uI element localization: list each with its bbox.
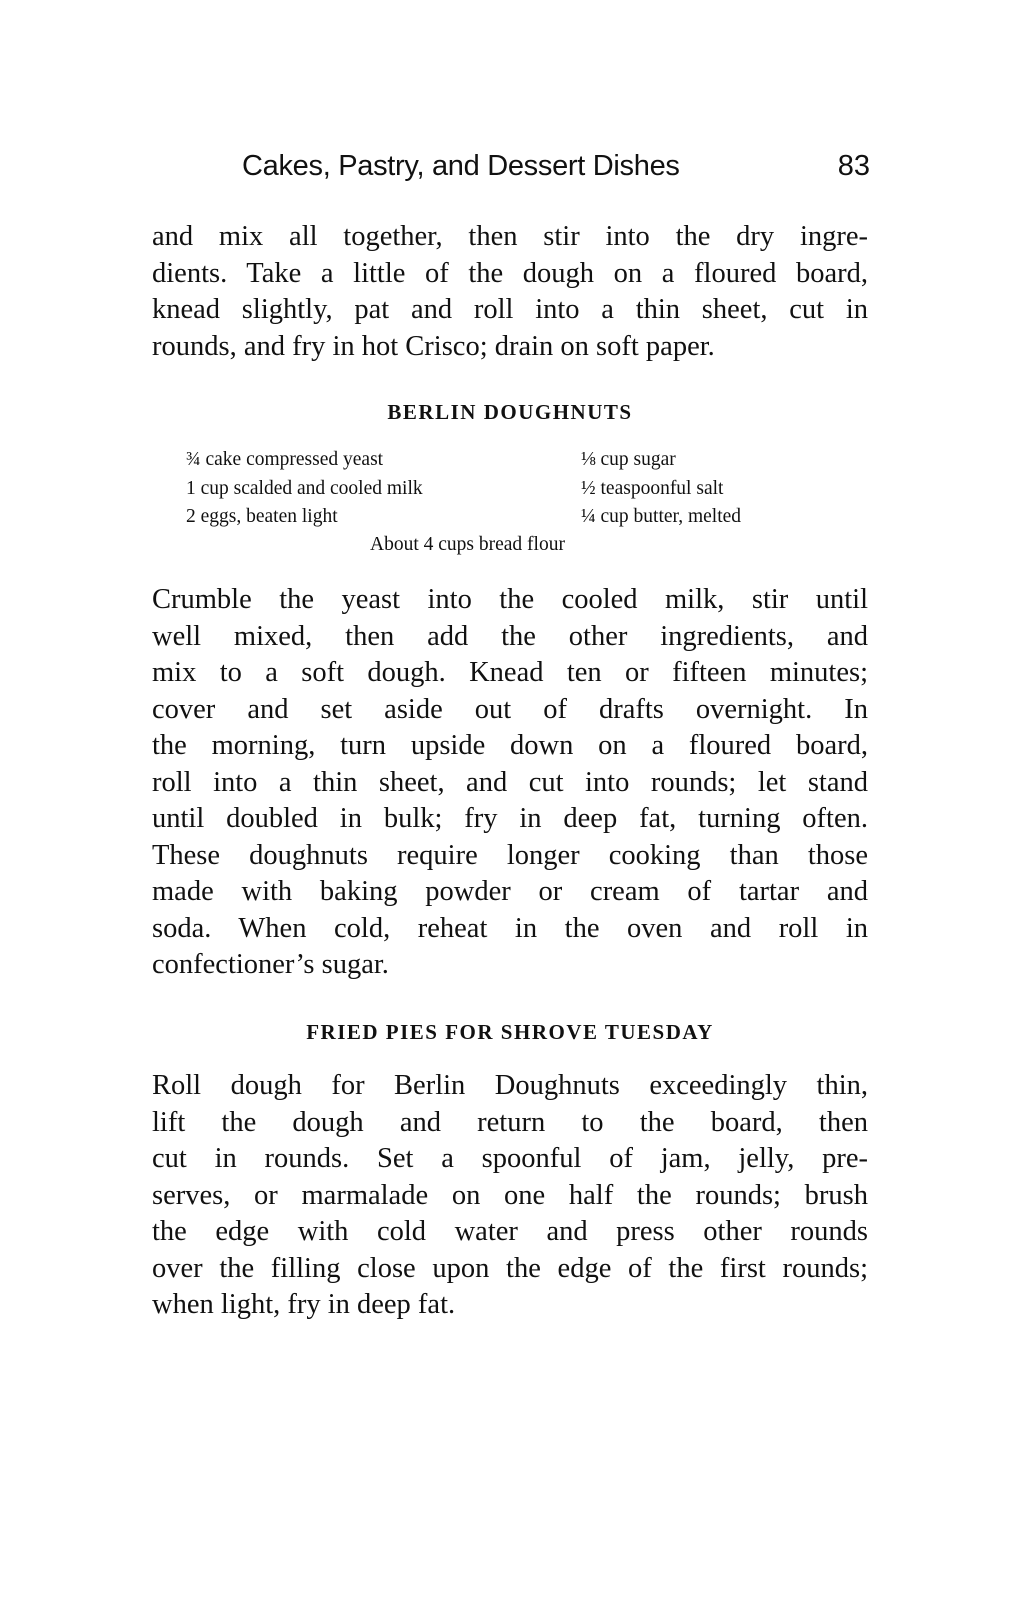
- text-line: cover and set aside out of drafts overnight. In: [152, 693, 868, 725]
- text-line: rounds, and fry in hot Crisco; drain on soft paper.: [152, 330, 715, 362]
- text-line: dients. Take a little of the dough on a floured board,: [152, 257, 868, 289]
- page-number: 83: [837, 150, 870, 182]
- berlin-doughnuts-heading: BERLIN DOUGHNUTS: [387, 400, 633, 424]
- text-line: mix to a soft dough. Knead ten or fifteen minutes;: [152, 657, 868, 688]
- text-line: knead slightly, pat and roll into a thin sheet, cut in: [152, 294, 868, 325]
- intro-paragraph: [152, 219, 868, 365]
- ingredient-item: About 4 cups bread flour: [370, 534, 565, 555]
- ingredient-row: [186, 503, 846, 532]
- text-line: when light, fry in deep fat.: [152, 1289, 456, 1320]
- running-head: Cakes, Pastry, and Dessert Dishes: [242, 150, 680, 182]
- text-line: made with baking powder or cream of tartar and: [152, 876, 868, 907]
- ingredient-item: ¼ cup butter, melted: [581, 506, 742, 527]
- text-line: and mix all together, then stir into the dry ingre-: [152, 221, 868, 252]
- text-line: the edge with cold water and press other rounds: [152, 1216, 868, 1247]
- text-line: Roll dough for Berlin Doughnuts exceedingly thin,: [152, 1070, 868, 1101]
- text-line: These doughnuts require longer cooking than those: [152, 839, 868, 871]
- text-line: cut in rounds. Set a spoonful of jam, jelly, pre-: [152, 1143, 868, 1174]
- text-line: well mixed, then add the other ingredients, and: [152, 620, 868, 652]
- text-line: confectioner’s sugar.: [152, 949, 389, 980]
- text-line: lift the dough and return to the board, then: [152, 1106, 868, 1138]
- text-line: soda. When cold, reheat in the oven and roll in: [152, 912, 868, 944]
- page-header: [150, 150, 870, 194]
- text-line: serves, or marmalade on one half the rounds; brush: [152, 1179, 868, 1211]
- text-line: the morning, turn upside down on a floured board,: [152, 730, 868, 761]
- berlin-doughnuts-ingredients: [186, 446, 846, 555]
- ingredient-row: [186, 475, 846, 504]
- ingredient-item: ½ teaspoonful salt: [581, 477, 724, 499]
- ingredient-item: 2 eggs, beaten light: [186, 506, 338, 527]
- ingredient-item: ¾ cake compressed yeast: [186, 449, 384, 470]
- ingredient-item: 1 cup scalded and cooled milk: [186, 477, 423, 499]
- text-line: Crumble the yeast into the cooled milk, stir until: [152, 584, 868, 615]
- ingredient-row: [186, 446, 846, 475]
- text-line: until doubled in bulk; fry in deep fat, turning often.: [152, 803, 868, 834]
- berlin-doughnuts-method: [152, 582, 868, 984]
- ingredient-item: ⅛ cup sugar: [581, 449, 676, 470]
- fried-pies-heading: FRIED PIES FOR SHROVE TUESDAY: [306, 1020, 714, 1044]
- fried-pies-method: [152, 1068, 868, 1324]
- text-line: roll into a thin sheet, and cut into rounds; let stand: [152, 766, 868, 798]
- text-line: over the filling close upon the edge of the first rounds;: [152, 1252, 868, 1284]
